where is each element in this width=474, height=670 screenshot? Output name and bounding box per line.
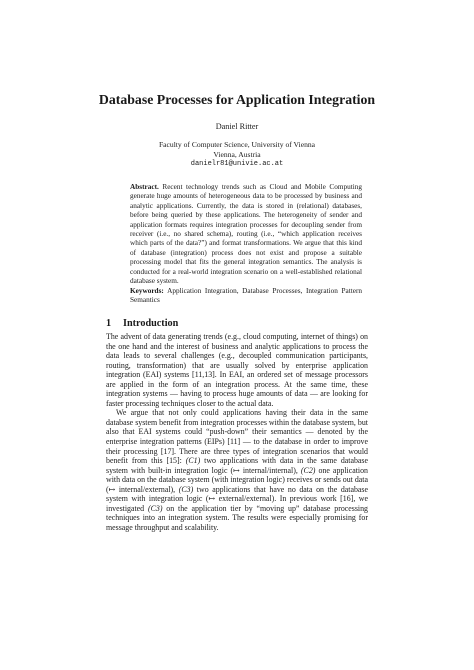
abstract-text: Recent technology trends such as Cloud and Mobile Computing generate huge amounts of heterogeneous data to be processed by business and analytic applications. Currently, the data is stored in (relational) databases, before being queried by these applications. The heterogeneity of sender and application formats requires integration processes for decoupling sender from receiver (i.e., no shared schema), routing (i.e., “which application receives which parts of the data?”) and format transformations. We argue that this kind of database (integration) process does not exist and propose a suitable processing model that fits the general integration semantics. The analysis is conducted for a real-world integration scenario on a well-established relational database system.: [130, 183, 362, 286]
author-name: Daniel Ritter: [215, 122, 259, 131]
keywords-label: Keywords:: [130, 287, 164, 295]
abstract: [130, 183, 362, 286]
paragraph-2-part-3: one application with data on the database system (with integration logic) receives or sends out data (↦ internal/external),: [106, 465, 368, 494]
paragraph-2-part-2: two applications with data in the same database system with built-in integration logic (↦ internal/internal),: [106, 456, 368, 475]
body-text: [106, 332, 368, 532]
abstract-label: Abstract.: [130, 183, 159, 191]
author-email: danielr81@univie.ac.at: [190, 159, 284, 168]
keywords-text: Application Integration, Database Processes, Integration Pattern Semantics: [130, 287, 362, 305]
affiliation-line-1: Faculty of Computer Science, University of Vienna: [158, 140, 316, 149]
section-heading: [106, 318, 178, 330]
affiliation-block: [0, 140, 474, 169]
section-number: 1: [106, 318, 112, 329]
section-title: Introduction: [123, 318, 179, 329]
case-c2: (C2): [300, 465, 316, 475]
case-c1: (C1): [185, 456, 201, 466]
paragraph-2-part-4: two applications that have no data on the database system with integration logic (↦ external/external). In previous work [16], we investigated: [106, 484, 368, 513]
paragraph-2-part-1: We argue that not only could applications having their data in the same database system benefit from integration processes within the database system, but also that EAI systems could “push-down” their semantics — denoted by the enterprise integration patterns (EIPs) [11] — to the database in order to improve their processing [17]. There are three types of integration scenarios that would benefit from this [15]:: [106, 408, 368, 466]
affiliation-line-2: Vienna, Austria: [213, 149, 261, 159]
paragraph-1: The advent of data generating trends (e.g., cloud computing, internet of things) on the one hand and the interest of business and analytic applications to process the data leads to several challenges (e.g., decoupled communication participants, routing, transformation) that are usually solved by enterprise application integration (EAI) systems [11,13]. In EAI, an ordered set of message processors are applied in the form of an integration process. At the same time, these integration systems — having to process huge amounts of data — are looking for faster processing techniques closer to the actual data.: [106, 332, 368, 408]
paper-title: Database Processes for Application Integration: [98, 92, 376, 107]
case-c3-ref: (C3): [147, 503, 163, 513]
paragraph-2: [106, 408, 368, 532]
case-c3: (C3): [178, 484, 194, 494]
keywords: [130, 287, 362, 306]
paragraph-2-part-5: on the application tier by “moving up” database processing techniques into an integration system. The results were especially promising for message throughput and scalability.: [106, 503, 368, 532]
